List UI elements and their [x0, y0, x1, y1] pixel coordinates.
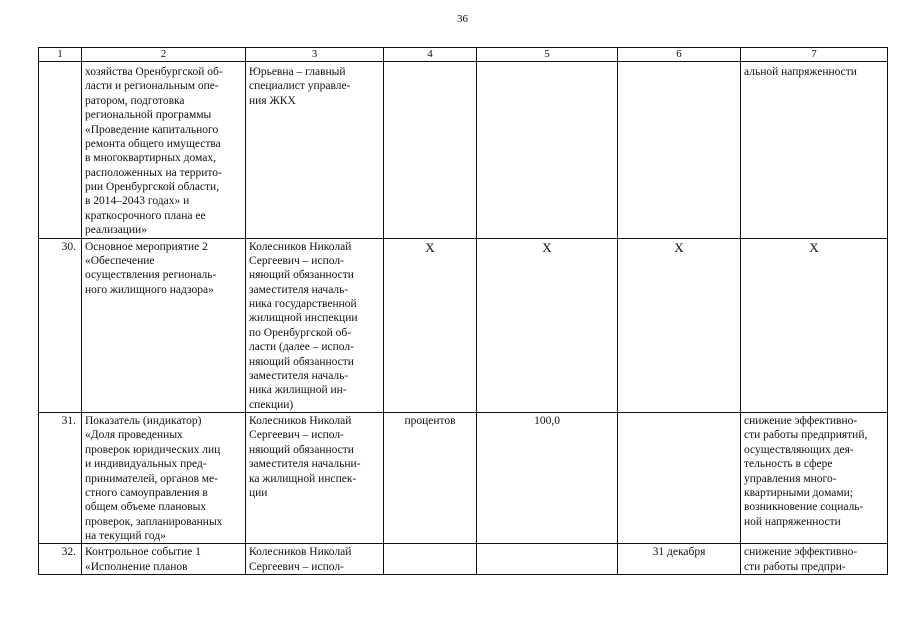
value-cell [477, 238, 618, 413]
responsible-person: Юрьевна – главный специалист управле- ния ЖКХ [246, 62, 384, 239]
date-cell [618, 413, 741, 544]
x-mark: Х [809, 239, 819, 255]
row-number: 30. [39, 238, 82, 413]
date-cell [618, 238, 741, 413]
date-cell: 31 декабря [618, 544, 741, 575]
value-cell [477, 544, 618, 575]
x-mark: Х [674, 239, 684, 255]
risk-cell: альной напряженности [741, 62, 888, 239]
column-header: 7 [741, 48, 888, 62]
x-mark: Х [542, 239, 552, 255]
column-header: 3 [246, 48, 384, 62]
responsible-person: Колесников Николай Сергеевич – испол- [246, 544, 384, 575]
column-header: 6 [618, 48, 741, 62]
event-name: Показатель (индикатор) «Доля проведенных проверок юридических лиц и индивидуальных пред- принимателей, органов ме- стного самоуправления в общем объеме плановых проверок, запланированных на текущий год» [82, 413, 246, 544]
table-row [39, 544, 888, 575]
page-number: 36 [457, 13, 468, 25]
column-header: 4 [384, 48, 477, 62]
risk-cell: снижение эффективно- сти работы предпри- [741, 544, 888, 575]
risk-cell [741, 238, 888, 413]
unit-cell [384, 62, 477, 239]
row-number [39, 62, 82, 239]
table-row [39, 62, 888, 239]
event-name: Основное мероприятие 2 «Обеспечение осуществления региональ- ного жилищного надзора» [82, 238, 246, 413]
event-name: хозяйства Оренбургской об- ласти и региональным опе- ратором, подготовка региональной программы «Проведение капитального ремонта общего имущества в многоквартирных домах, расположенных на террито- рии Оренбургской области, в 2014–2043 годах» и краткосрочного плана ее реализации» [82, 62, 246, 239]
row-number: 32. [39, 544, 82, 575]
value-cell: 100,0 [477, 413, 618, 544]
event-name: Контрольное событие 1 «Исполнение планов [82, 544, 246, 575]
column-header: 5 [477, 48, 618, 62]
table-row [39, 238, 888, 413]
responsible-person: Колесников Николай Сергеевич – испол- няющий обязанности заместителя начальни- ка жилищной инспек- ции [246, 413, 384, 544]
column-header: 1 [39, 48, 82, 62]
risk-cell: снижение эффективно- сти работы предприятий, осуществляющих дея- тельность в сфере управления много- квартирными домами; возникновение социаль- ной напряженности [741, 413, 888, 544]
responsible-person: Колесников Николай Сергеевич – испол- няющий обязанности заместителя началь- ника государственной жилищной инспекции по Оренбургской об- ласти (далее – испол- няющий обязанности заместителя началь- ника жилищной ин- спекции) [246, 238, 384, 413]
plan-table [38, 47, 888, 575]
table-row [39, 413, 888, 544]
header-row [39, 48, 888, 62]
column-header: 2 [82, 48, 246, 62]
unit-cell [384, 238, 477, 413]
unit-cell [384, 544, 477, 575]
value-cell [477, 62, 618, 239]
unit-cell: процентов [384, 413, 477, 544]
x-mark: Х [425, 239, 435, 255]
date-cell [618, 62, 741, 239]
row-number: 31. [39, 413, 82, 544]
